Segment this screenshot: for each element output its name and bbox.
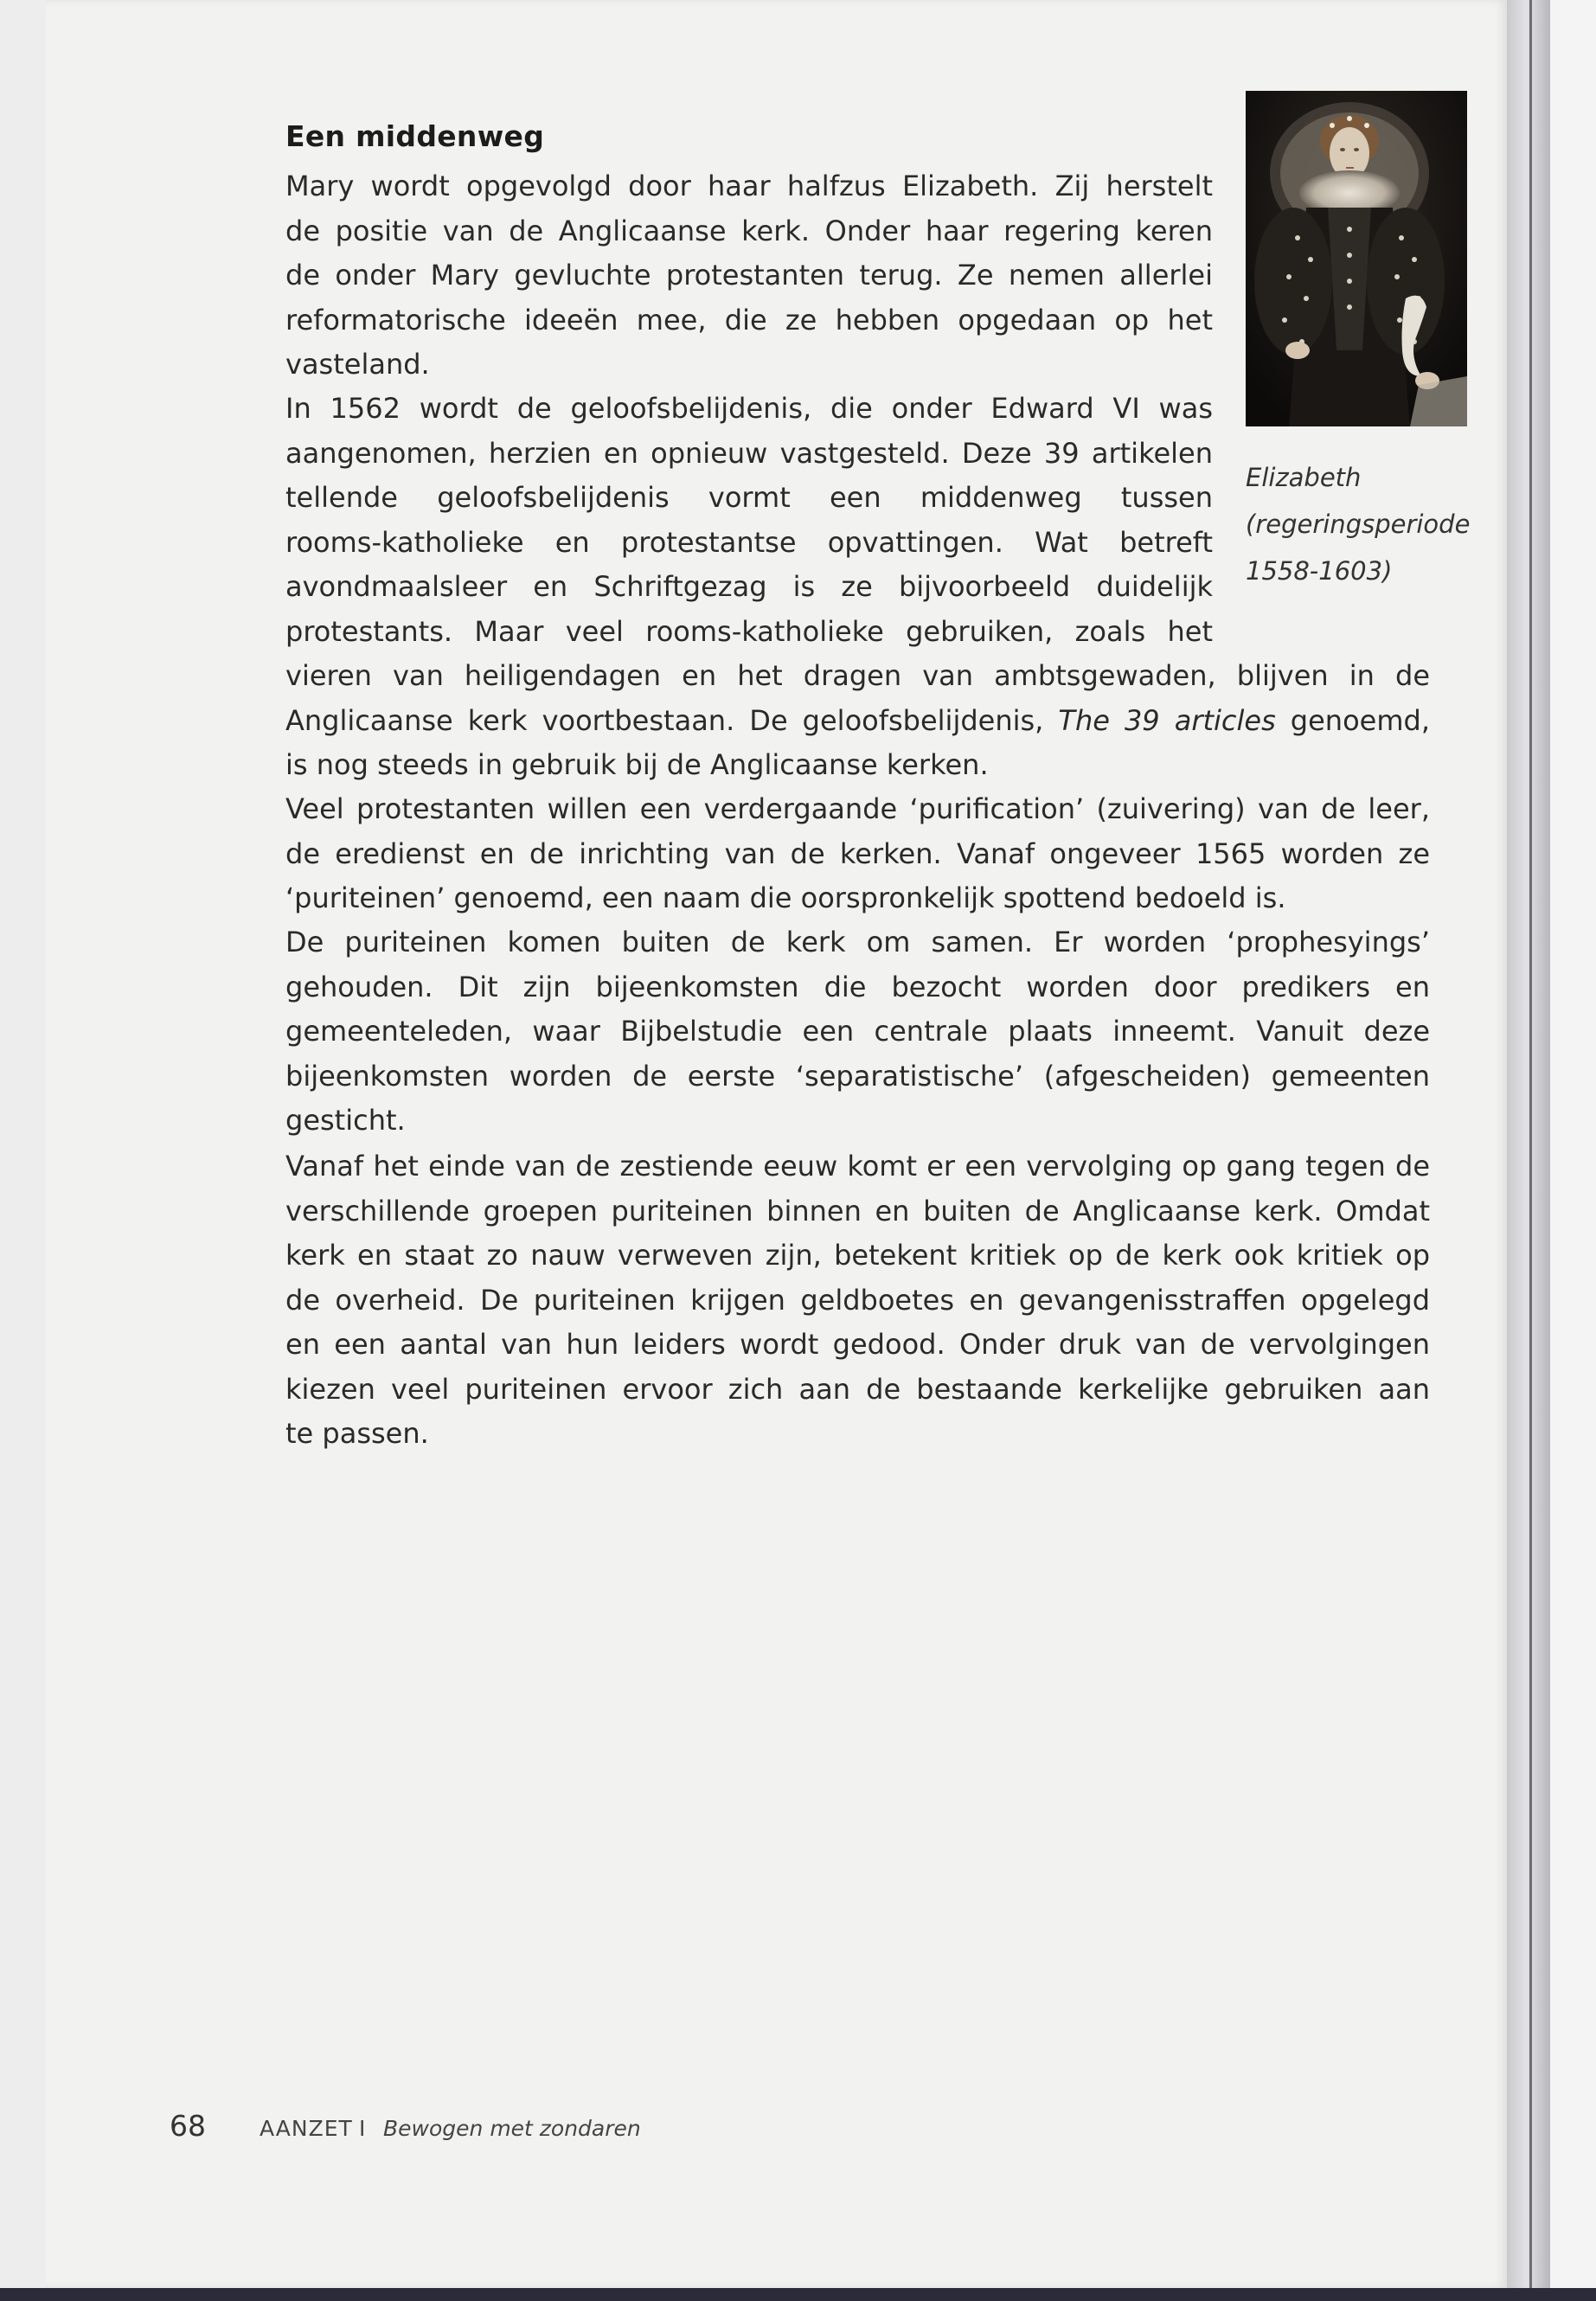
text-line: In 1562 wordt de geloofsbelijdenis, die onder Edward VI was xyxy=(285,392,1213,425)
text-line: bijeenkomsten worden de eerste ‘separatistische’ (afgescheiden) gemeenten xyxy=(285,1059,1430,1093)
paragraph-confession xyxy=(285,387,1213,654)
text-line: aangenomen, herzien en opnieuw vastgesteld. Deze 39 artikelen xyxy=(285,436,1213,470)
page-margin-left xyxy=(0,0,45,2301)
text-line: vieren van heiligendagen en het dragen van ambtsgewaden, blijven in de xyxy=(285,659,1430,692)
paragraph-confession-continued xyxy=(285,654,1430,788)
text-line: avondmaalsleer en Schriftgezag is ze bijvoorbeeld duidelijk xyxy=(285,570,1213,603)
text-segment: Anglicaanse kerk voortbestaan. De geloofsbelijdenis, xyxy=(285,703,1059,737)
text-line: gesticht. xyxy=(285,1104,406,1137)
caption-line: (regeringsperiode xyxy=(1246,510,1471,539)
text-line: en een aantal van hun leiders wordt gedood. Onder druk van de vervolgingen xyxy=(285,1328,1430,1361)
footer-separator: I xyxy=(359,2116,366,2141)
footer-subtitle: Bewogen met zondaren xyxy=(383,2116,641,2141)
portrait-illustration xyxy=(1246,91,1467,426)
book-spine-shadow xyxy=(1507,0,1550,2301)
text-line: verschillende groepen puriteinen binnen en buiten de Anglicaanse kerk. Omdat xyxy=(285,1194,1430,1227)
footer-brand: AANZET xyxy=(260,2116,353,2141)
portrait-caption xyxy=(1246,454,1470,594)
caption-line: Elizabeth xyxy=(1246,463,1362,492)
text-line: is nog steeds in gebruik bij de Anglicaanse kerken. xyxy=(285,748,989,781)
book-title: The 39 articles xyxy=(1058,703,1276,737)
text-line: rooms-katholieke en protestantse opvattingen. Wat betreft xyxy=(285,525,1213,559)
text-line: de onder Mary gevluchte protestanten terug. Ze nemen allerlei xyxy=(285,259,1213,292)
text-line: vasteland. xyxy=(285,348,430,381)
text-segment: genoemd, xyxy=(1275,703,1431,737)
text-line: reformatorische ideeën mee, die ze hebben opgedaan op het xyxy=(285,303,1213,336)
paragraph-intro xyxy=(285,164,1213,388)
text-line: te passen. xyxy=(285,1417,429,1450)
page-number: 68 xyxy=(170,2109,206,2143)
text-line: gehouden. Dit zijn bijeenkomsten die bezocht worden door predikers en xyxy=(285,970,1430,1003)
caption-line: 1558-1603) xyxy=(1246,556,1393,586)
text-line: Vanaf het einde van de zestiende eeuw komt er een vervolging op gang tegen de xyxy=(285,1150,1430,1183)
paragraph-persecution xyxy=(285,1144,1430,1457)
text-line: Veel protestanten willen een verdergaande ‘purification’ (zuivering) van de leer, xyxy=(285,792,1430,825)
text-line xyxy=(285,699,1430,744)
text-line: Mary wordt opgevolgd door haar halfzus Elizabeth. Zij herstelt xyxy=(285,170,1213,202)
text-line: kerk en staat zo nauw verweven zijn, betekent kritiek op de kerk ook kritiek op xyxy=(285,1239,1430,1272)
text-line: kiezen veel puriteinen ervoor zich aan de bestaande kerkelijke gebruiken aan xyxy=(285,1372,1430,1406)
text-line: tellende geloofsbelijdenis vormt een middenweg tussen xyxy=(285,481,1213,514)
section-heading: Een middenweg xyxy=(285,119,545,153)
text-line: protestants. Maar veel rooms-katholieke gebruiken, zoals het xyxy=(285,614,1213,648)
bottom-border xyxy=(0,2288,1596,2301)
text-line: De puriteinen komen buiten de kerk om samen. Er worden ‘prophesyings’ xyxy=(285,926,1430,958)
paragraph-prophesyings xyxy=(285,920,1430,1144)
adjacent-page-edge xyxy=(1550,0,1596,2301)
text-line: gemeenteleden, waar Bijbelstudie een centrale plaats inneemt. Vanuit deze xyxy=(285,1015,1430,1048)
paragraph-puritans xyxy=(285,787,1430,921)
page-edge-line xyxy=(1529,0,1532,2301)
elizabeth-portrait xyxy=(1246,91,1467,426)
text-line: de positie van de Anglicaanse kerk. Onder haar regering keren xyxy=(285,214,1213,247)
text-line: de overheid. De puriteinen krijgen geldboetes en gevangenisstraffen opgelegd xyxy=(285,1283,1430,1317)
text-line: ‘puriteinen’ genoemd, een naam die oorspronkelijk spottend bedoeld is. xyxy=(285,881,1286,914)
text-line: de eredienst en de inrichting van de kerken. Vanaf ongeveer 1565 worden ze xyxy=(285,836,1430,870)
